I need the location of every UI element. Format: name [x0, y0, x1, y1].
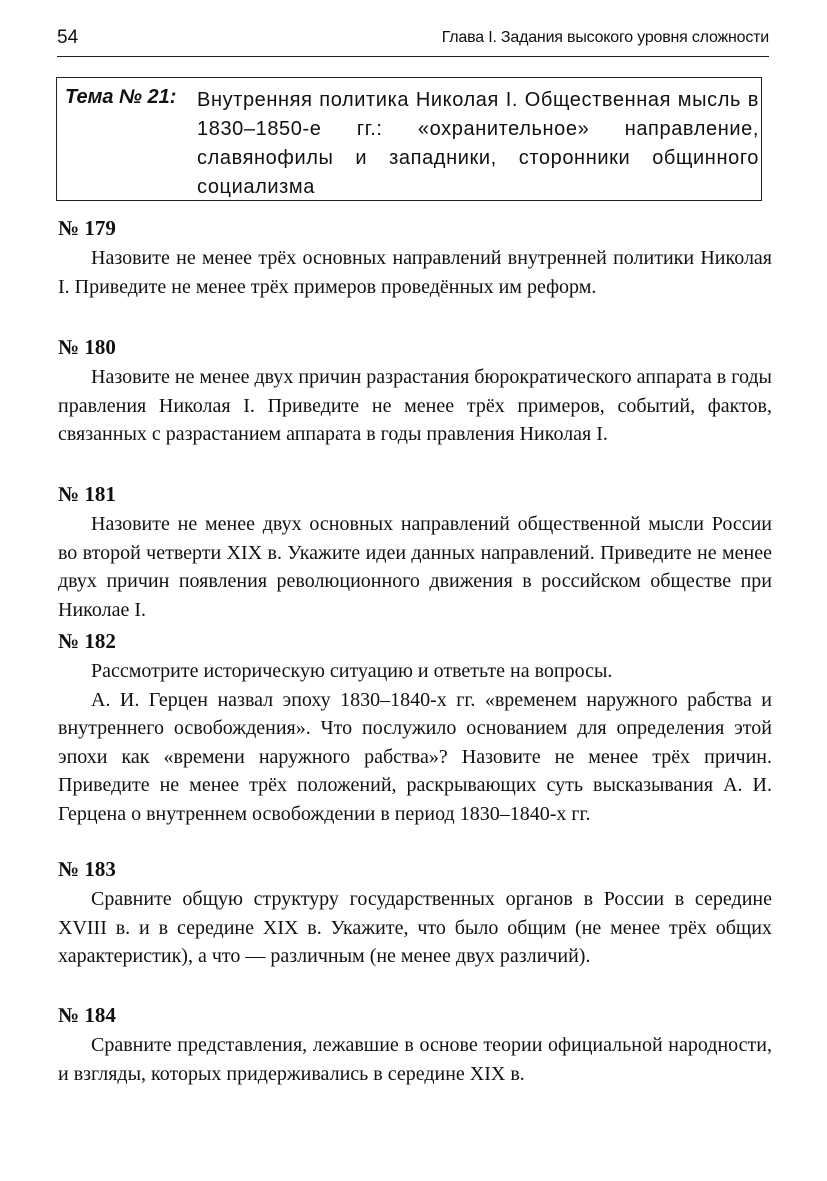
task-number: № 184	[58, 1003, 116, 1027]
task-number: № 183	[58, 857, 116, 881]
topic-title: Внутренняя политика Николая I. Общественная мысль в 1830–1850-е гг.: «охранительное» направление, славянофилы и западники, сторонники общинного социализма	[197, 89, 759, 198]
task-text: Назовите не менее двух основных направлений общественной мысли России во второй четверти XIX в. Укажите идеи данных направлений. Приведите не менее двух причин появления революционного движения в российском обществе при Николае I.	[58, 513, 772, 621]
topic-box	[56, 77, 762, 201]
task-text: Сравните представления, лежавшие в основе теории официальной народности, и взгляды, которых придерживались в середине XIX в.	[58, 1034, 772, 1085]
task-text: Рассмотрите историческую ситуацию и ответьте на вопросы.	[91, 660, 613, 682]
page-number: 54	[57, 27, 79, 48]
task-179	[58, 215, 772, 301]
task-181	[58, 481, 772, 624]
task-number: № 180	[58, 335, 116, 359]
running-head: Глава I. Задания высокого уровня сложности	[441, 29, 769, 46]
page-header	[57, 26, 769, 57]
task-number: № 182	[58, 629, 116, 653]
task-text: Назовите не менее двух причин разрастания бюрократического аппарата в годы правления Николая I. Приведите не менее трёх примеров, событий, фактов, связанных с разрастанием аппарата в годы правления Николая I.	[58, 366, 772, 445]
task-180	[58, 334, 772, 449]
task-text: А. И. Герцен назвал эпоху 1830–1840-х гг. «временем наружного рабства и внутреннего освобождения». Что послужило основанием для определения этой эпохи как «времени наружного рабства»? Назовите не менее трёх причин. Приведите не менее трёх положений, раскрывающих суть высказывания А. И. Герцена о внутреннем освобождении в период 1830–1840-х гг.	[58, 688, 772, 825]
task-text: Назовите не менее трёх основных направлений внутренней политики Николая I. Приведите не менее трёх примеров проведённых им реформ.	[58, 247, 772, 298]
task-184	[58, 1002, 772, 1088]
task-182	[58, 628, 772, 828]
task-text: Сравните общую структуру государственных органов в России в середине XVIII в. и в середине XIX в. Укажите, что было общим (не менее трёх общих характеристик), а что — различным (не менее двух различий).	[58, 888, 772, 967]
task-183	[58, 856, 772, 971]
topic-label: Тема № 21:	[65, 86, 177, 108]
task-number: № 179	[58, 216, 116, 240]
task-number: № 181	[58, 482, 116, 506]
